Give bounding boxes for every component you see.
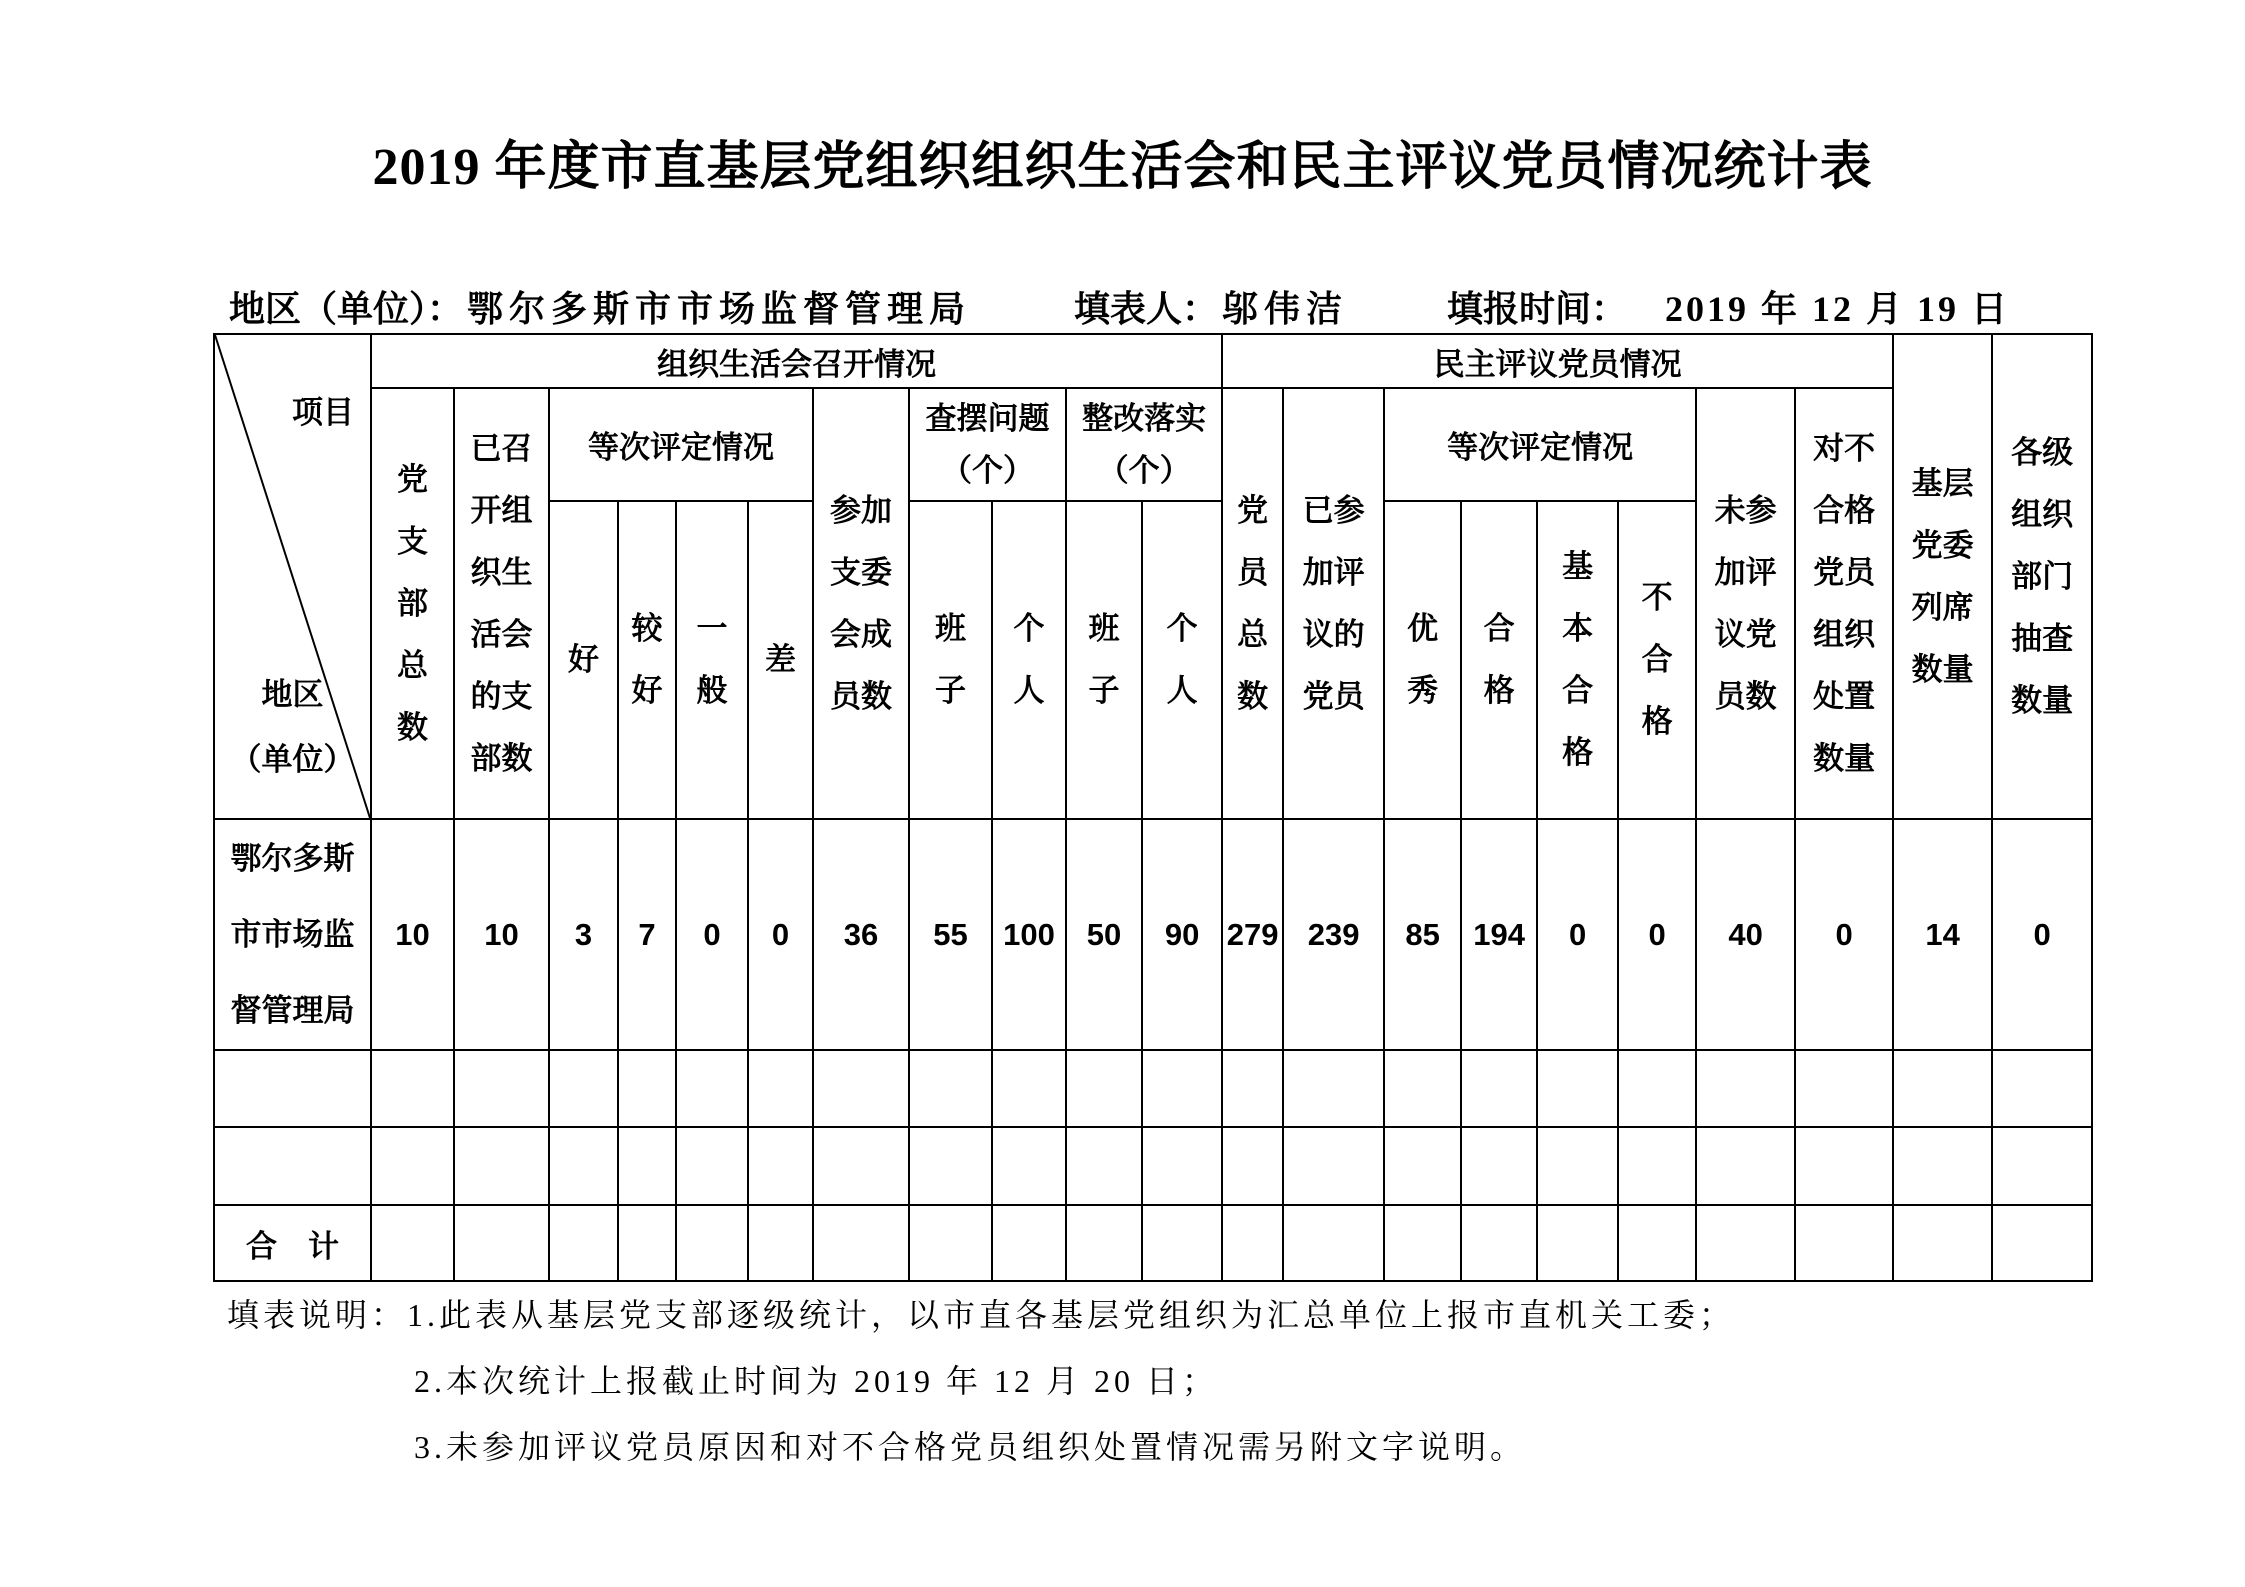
empty-cell [910, 1051, 993, 1128]
problems-header: 查摆问题 （个） [910, 389, 1067, 502]
empty-cell [1538, 1051, 1619, 1128]
empty-cell [1462, 1128, 1538, 1206]
col-not-reviewed: 未参 加评 议党 员数 [1697, 389, 1796, 820]
empty-cell [1223, 1128, 1284, 1206]
col-disposal: 对不 合格 党员 组织 处置 数量 [1796, 389, 1894, 820]
value-member-total: 279 [1223, 820, 1284, 1051]
empty-cell [993, 1128, 1067, 1206]
empty-cell [1284, 1128, 1385, 1206]
value-fairly-good: 7 [619, 820, 677, 1051]
empty-cell [372, 1051, 455, 1128]
total-empty-cell [910, 1206, 993, 1282]
empty-cell [1067, 1051, 1143, 1128]
value-good: 3 [550, 820, 619, 1051]
total-empty-cell [1538, 1206, 1619, 1282]
date-field [1447, 281, 2010, 332]
empty-cell [814, 1051, 910, 1128]
corner-region-label: 地区 （单位） [230, 677, 355, 777]
col-branches-held: 已召 开组 织生 活会 的支 部数 [455, 389, 550, 820]
value-disposal: 0 [1796, 820, 1894, 1051]
corner-project-label: 项目 [292, 395, 354, 430]
value-average: 0 [677, 820, 749, 1051]
total-empty-cell [619, 1206, 677, 1282]
col-rectify-team: 班 子 [1067, 502, 1143, 820]
total-empty-cell [1223, 1206, 1284, 1282]
filler-value: 邬伟洁 [1222, 289, 1349, 329]
col-problems-individual: 个 人 [993, 502, 1067, 820]
empty-cell [215, 1051, 372, 1128]
empty-cell [677, 1128, 749, 1206]
total-empty-cell [993, 1206, 1067, 1282]
empty-cell [619, 1051, 677, 1128]
page-title: 2019 年度市直基层党组织组织生活会和民主评议党员情况统计表 [372, 139, 1873, 196]
col-committee-members: 参加 支委 会成 员数 [814, 389, 910, 820]
total-empty-cell [1284, 1206, 1385, 1282]
value-problems-individual: 100 [993, 820, 1067, 1051]
total-empty-cell [455, 1206, 550, 1282]
region-value: 鄂尔多斯市市场监督管理局 [467, 289, 972, 329]
unit-name-cell: 鄂尔多斯 市市场监 督管理局 [215, 820, 372, 1051]
date-label: 填报时间： [1447, 289, 1628, 329]
empty-cell [749, 1051, 814, 1128]
empty-cell [455, 1128, 550, 1206]
value-poor: 0 [749, 820, 814, 1051]
col-basically-qualified: 基 本 合 格 [1538, 502, 1619, 820]
col-rectify-individual: 个 人 [1143, 502, 1223, 820]
empty-cell [1894, 1128, 1993, 1206]
col-qualified: 合 格 [1462, 502, 1538, 820]
value-committee-members: 36 [814, 820, 910, 1051]
empty-cell [1796, 1051, 1894, 1128]
corner-cell [215, 335, 372, 820]
col-problems-team: 班 子 [910, 502, 993, 820]
empty-cell [1894, 1051, 1993, 1128]
total-empty-cell [1067, 1206, 1143, 1282]
empty-cell [550, 1128, 619, 1206]
col-poor: 差 [749, 502, 814, 820]
total-empty-cell [1697, 1206, 1796, 1282]
value-basically-qualified: 0 [1538, 820, 1619, 1051]
empty-cell [1143, 1128, 1223, 1206]
value-excellent: 85 [1385, 820, 1462, 1051]
col-unqualified: 不 合 格 [1619, 502, 1697, 820]
statistics-table [213, 333, 2093, 1282]
note-line-1: 填表说明：1.此表从基层党支部逐级统计，以市直各基层党组织为汇总单位上报市直机关工委； [227, 1297, 1736, 1333]
filler-field [1074, 281, 1348, 332]
total-empty-cell [677, 1206, 749, 1282]
value-branches-held: 10 [455, 820, 550, 1051]
note-line-3: 3.未参加评议党员原因和对不合格党员组织处置情况需另附文字说明。 [414, 1429, 1527, 1465]
total-empty-cell [1143, 1206, 1223, 1282]
note-line-2: 2.本次统计上报截止时间为 2019 年 12 月 20 日； [414, 1363, 1219, 1399]
total-empty-cell [1619, 1206, 1697, 1282]
empty-cell [814, 1128, 910, 1206]
date-value: 2019 年 12 月 19 日 [1665, 289, 2011, 329]
empty-cell [550, 1051, 619, 1128]
value-rectify-individual: 90 [1143, 820, 1223, 1051]
total-empty-cell [814, 1206, 910, 1282]
empty-cell [1993, 1051, 2093, 1128]
empty-cell [1796, 1128, 1894, 1206]
value-branch-total: 10 [372, 820, 455, 1051]
empty-cell [1538, 1128, 1619, 1206]
region-label: 地区（单位）： [229, 289, 464, 329]
value-spot-check: 0 [1993, 820, 2093, 1051]
empty-cell [1697, 1128, 1796, 1206]
empty-cell [749, 1128, 814, 1206]
notes [227, 1282, 1735, 1480]
col-good: 好 [550, 502, 619, 820]
value-committee-attendance: 14 [1894, 820, 1993, 1051]
empty-cell [1143, 1051, 1223, 1128]
filler-label: 填表人： [1074, 289, 1219, 329]
total-empty-cell [1385, 1206, 1462, 1282]
empty-cell [1619, 1051, 1697, 1128]
empty-cell [1223, 1051, 1284, 1128]
total-empty-cell [1462, 1206, 1538, 1282]
empty-cell [1385, 1051, 1462, 1128]
empty-cell [993, 1051, 1067, 1128]
col-reviewed-members: 已参 加评 议的 党员 [1284, 389, 1385, 820]
empty-cell [1462, 1051, 1538, 1128]
grade-header-left: 等次评定情况 [550, 389, 814, 502]
col-excellent: 优 秀 [1385, 502, 1462, 820]
empty-cell [1619, 1128, 1697, 1206]
value-problems-team: 55 [910, 820, 993, 1051]
empty-cell [1385, 1128, 1462, 1206]
empty-cell [619, 1128, 677, 1206]
info-line [0, 281, 2245, 327]
group-life-meeting: 组织生活会召开情况 [372, 335, 1223, 389]
total-empty-cell [1894, 1206, 1993, 1282]
grade-header-right: 等次评定情况 [1385, 389, 1697, 502]
empty-cell [1697, 1051, 1796, 1128]
value-unqualified: 0 [1619, 820, 1697, 1051]
value-rectify-team: 50 [1067, 820, 1143, 1051]
value-reviewed-members: 239 [1284, 820, 1385, 1051]
total-empty-cell [1993, 1206, 2093, 1282]
total-empty-cell [550, 1206, 619, 1282]
total-empty-cell [749, 1206, 814, 1282]
empty-cell [1993, 1128, 2093, 1206]
empty-cell [910, 1128, 993, 1206]
region-field [229, 281, 971, 332]
col-branch-total: 党 支 部 总 数 [372, 389, 455, 820]
empty-cell [455, 1051, 550, 1128]
total-empty-cell [1796, 1206, 1894, 1282]
col-fairly-good: 较 好 [619, 502, 677, 820]
empty-cell [1067, 1128, 1143, 1206]
value-not-reviewed: 40 [1697, 820, 1796, 1051]
empty-cell [1284, 1051, 1385, 1128]
empty-cell [372, 1128, 455, 1206]
empty-cell [215, 1128, 372, 1206]
col-spot-check: 各级 组织 部门 抽查 数量 [1993, 335, 2093, 820]
col-member-total: 党 员 总 数 [1223, 389, 1284, 820]
value-qualified: 194 [1462, 820, 1538, 1051]
empty-cell [677, 1051, 749, 1128]
total-empty-cell [372, 1206, 455, 1282]
col-average: 一 般 [677, 502, 749, 820]
col-committee-attendance: 基层 党委 列席 数量 [1894, 335, 1993, 820]
group-democratic-review: 民主评议党员情况 [1223, 335, 1894, 389]
total-label-cell: 合 计 [215, 1206, 372, 1282]
rectify-header: 整改落实 （个） [1067, 389, 1223, 502]
